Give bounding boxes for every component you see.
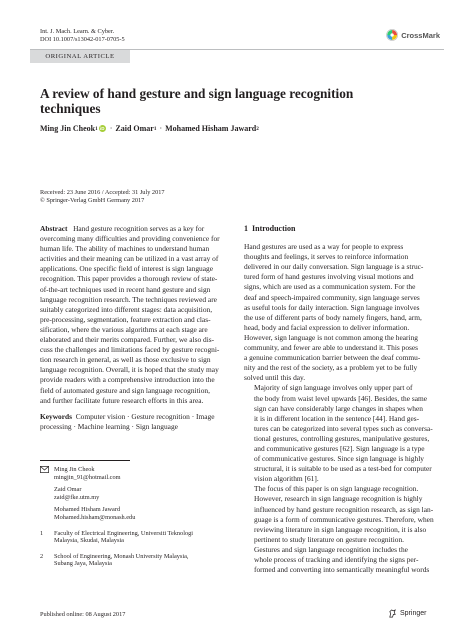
keywords: Keywords Computer vision · Gesture recognition · Image processing · Machine learning · Sign language	[40, 412, 215, 432]
paper-title: A review of hand gesture and sign language recognition techniques	[40, 86, 354, 117]
introduction-section	[244, 224, 436, 575]
abstract-line: recognition. This paper provides a thorough review of state-	[40, 274, 218, 284]
copyright-line: © Springer-Verlag GmbH Germany 2017	[40, 196, 145, 204]
crossmark-icon	[386, 27, 398, 43]
paragraph: Hand gestures are used as a way for people to express thoughts and feelings, it serves to reinforce information delivered in our daily conversation. Sign language is a struc- tured form of hand gestures involving visual motions and signs, which are used as a communication system. For the deaf and speech-impaired community, sign language serves as useful tools for daily interaction. Sign language involves the use of different parts of body namely fingers, hand, arm, head, body and facial expression to deliver information. However, sign language is not common among the hearing community, and fewer are able to understand it. This poses a genuine communication barrier between the deaf commu- nity and the rest of the society, as a problem yet to be fully solved until this day.	[244, 242, 424, 383]
author-affiliation-mark: 2	[256, 125, 259, 132]
author-list	[40, 124, 259, 133]
author-affiliation-mark: 1	[95, 125, 98, 132]
abstract-line: Abstract Hand gesture recognition serves as a key for	[40, 224, 205, 233]
journal-name: Int. J. Mach. Learn. & Cyber.	[40, 28, 115, 35]
crossmark-badge[interactable]	[386, 25, 440, 45]
affiliation-entry	[40, 553, 232, 568]
footnote-rule	[40, 460, 130, 461]
author-name[interactable]: Ming Jin Cheok	[40, 124, 96, 133]
abstract-line: pre-processing, segmentation, feature extraction and clas-	[40, 314, 211, 324]
abstract-line: suitably categorized into different stages: data acquisition,	[40, 304, 213, 314]
corresponding-entry	[40, 486, 232, 501]
received-accepted-dates: Received: 23 June 2016 / Accepted: 31 July 2017	[40, 189, 165, 196]
corresponding-name: Ming Jin Cheok	[54, 466, 95, 473]
author-separator: ·	[159, 124, 163, 133]
abstract-line: cuss the challenges and limitations faced by gesture recogni-	[40, 345, 220, 355]
corresponding-name: Zaid Omar	[54, 486, 82, 494]
paragraph: Majority of sign language involves only upper part of the body from waist level upwards [46]. Besides, the same sign can have considerably large changes in shapes when it is in different location in the sentence [44]. Hand ges- tures can be categorized into several types such as conversa- tional gestures, controlling gestures, manipulative gestures, and communicative gestures [62]. Sign language is a type of communicative gestures. Since sign language is highly structural, it is suitable to be used as a test-bed for computer vision algorithm [61].	[254, 383, 433, 484]
author-affiliation-mark: 1	[153, 125, 157, 132]
abstract-line: language recognition. Overall, it is hoped that the study may	[40, 365, 219, 375]
affiliation-line: School of Engineering, Monash University Malaysia,	[54, 552, 189, 560]
abstract-line: tion research in general, as well as those exclusive to sign	[40, 355, 211, 365]
author-separator: ·	[109, 124, 113, 133]
abstract-line: of-the-art techniques used in recent hand gesture and sign	[40, 284, 211, 294]
abstract-line: and further facilitate future research efforts in this area.	[40, 395, 204, 405]
abstract-line: applications. One specific field of interest is sign language	[40, 264, 214, 274]
email-link[interactable]: Mohamed.hisham@monash.edu	[54, 513, 136, 521]
publication-history	[40, 189, 320, 204]
email-link[interactable]: zaid@fke.utm.my	[54, 493, 100, 501]
published-date: Published online: 08 August 2017	[40, 611, 126, 618]
corresponding-entry	[40, 506, 232, 521]
abstract-line: sification, where the various algorithms at each stage are	[40, 324, 208, 334]
springer-horse-icon	[388, 609, 397, 618]
publisher-logo	[388, 609, 426, 618]
affiliation-line: Malaysia, Skudai, Malaysia	[54, 537, 124, 545]
author-name[interactable]: Mohamed Hisham Jaward	[165, 124, 257, 133]
email-link[interactable]: mingjin_91@hotmail.com	[54, 473, 121, 481]
abstract-line: language recognition research. The techniques reviewed are	[40, 294, 217, 304]
affiliation-entry	[40, 530, 232, 545]
publisher-name: Springer	[400, 610, 427, 617]
affiliation-line: Subang Jaya, Malaysia	[54, 560, 112, 568]
author-name[interactable]: Zaid Omar	[115, 124, 154, 133]
section-heading: 1 Introduction	[244, 224, 296, 233]
abstract	[40, 224, 232, 406]
abstract-line: activities and their meaning can be utilized in a vast array of	[40, 254, 219, 264]
affiliation-number: 2	[40, 552, 44, 560]
abstract-line: human life. The ability of machines to understand human	[40, 244, 210, 254]
abstract-line: elaborated and their merits compared. Further, we also dis-	[40, 335, 215, 345]
keywords-label: Keywords	[40, 412, 73, 421]
corresponding-authors	[40, 466, 232, 568]
journal-header	[40, 28, 125, 43]
abstract-line: provide readers with a comprehensive introduction into the	[40, 375, 215, 385]
doi[interactable]: DOI 10.1007/s13042-017-0705-5	[40, 35, 125, 43]
corresponding-name: Mohamed Hisham Jaward	[54, 506, 121, 514]
orcid-icon[interactable]: iD	[99, 126, 105, 131]
crossmark-label: CrossMark	[401, 30, 440, 40]
paragraph: Gestures and sign language recognition includes the whole process of tracking and identifying the signs per- formed and converting into semantically meaningful words	[254, 544, 430, 575]
article-type-badge: ORIGINAL ARTICLE	[30, 50, 130, 63]
affiliation-number: 1	[40, 529, 44, 537]
paragraph: The focus of this paper is on sign language recognition. However, research in sign language recognition is highly influenced by hand gesture recognition research, as sign lan- guage is a form of communicative gestures. Therefore, when reviewing literature in sign language recognition, it is also pertinent to study literature on gesture recognition.	[254, 484, 434, 544]
abstract-line: field of automated gesture and sign language recognition,	[40, 385, 210, 395]
envelope-icon	[40, 466, 54, 481]
corresponding-entry	[40, 466, 232, 481]
abstract-label: Abstract	[40, 224, 68, 233]
affiliation-line: Faculty of Electrical Engineering, Universiti Teknologi	[54, 529, 193, 537]
abstract-line: overcoming many difficulties and providing convenience for	[40, 234, 220, 244]
